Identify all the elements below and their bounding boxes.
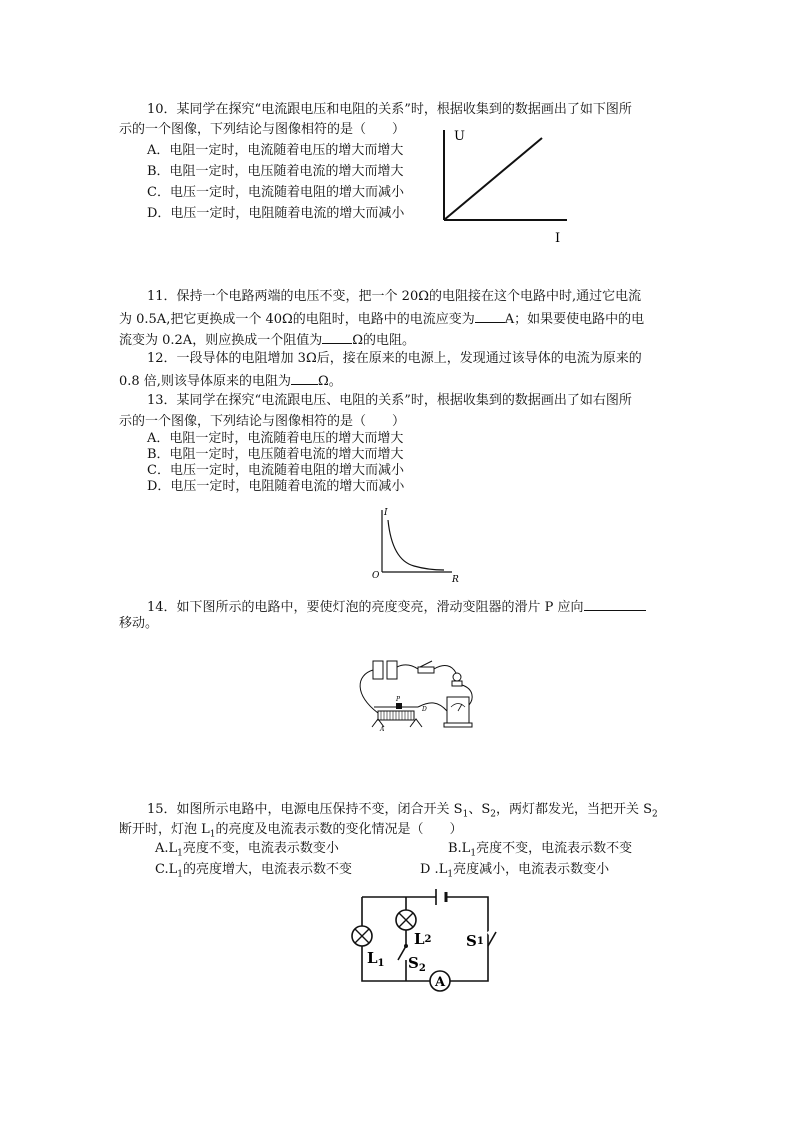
switch-s2-label: $S_2$ — [408, 954, 426, 974]
ammeter-icon — [447, 697, 469, 723]
q10-stem-line1: 10．某同学在探究“电流跟电压和电阻的关系”时，根据收集到的数据画出了如下图所 — [147, 102, 632, 117]
q13-option-b: B．电阻一定时，电压随着电流的增大而增大 — [147, 447, 404, 462]
q15-option-a — [155, 841, 339, 857]
q10-y-label: U — [454, 129, 465, 144]
q15-text-2a: 断开时，灯泡 L — [119, 822, 210, 837]
ammeter-needle-icon — [458, 704, 462, 711]
battery-left-icon — [373, 661, 383, 679]
q14-stem-line2: 移动。 — [119, 616, 159, 631]
switch-blade-icon — [420, 661, 432, 667]
q15-text-1c: ，两灯都发光，当把开关 S — [495, 802, 653, 817]
q15-text-1a: 15．如图所示电路中，电源电压保持不变，闭合开关 S — [147, 802, 463, 817]
q15-option-d — [420, 862, 609, 878]
q15-opt-d-sub: 1 — [447, 869, 454, 880]
q10-option-b: B．电阻一定时，电压随着电流的增大而增大 — [147, 164, 404, 179]
slider-p-label: P — [396, 696, 401, 703]
q13-inverse-curve — [388, 520, 444, 570]
q13-stem-line1: 13．某同学在探究“电流跟电压、电阻的关系”时，根据收集到的数据画出了如右图所 — [147, 393, 632, 408]
q15-opt-a-2: 亮度不变，电流表示数变小 — [182, 841, 339, 856]
q15-opt-a-sub: 1 — [177, 848, 183, 859]
wire-4 — [462, 685, 472, 705]
wire-3 — [434, 666, 456, 673]
q12-stem-line2 — [119, 372, 342, 390]
q10-option-d: D．电压一定时，电阻随着电流的增大而减小 — [147, 206, 405, 221]
wire-2 — [397, 665, 418, 669]
q13-x-label: R — [452, 575, 459, 584]
q13-ir-graph — [368, 506, 464, 584]
q12-blank-resistance[interactable] — [291, 372, 318, 385]
q14-stem-line1 — [147, 598, 646, 616]
rheostat-slider-icon[interactable] — [396, 703, 402, 709]
q13-option-c: C．电压一定时，电流随着电阻的增大而减小 — [147, 463, 404, 478]
lamp-l2-cross-icon — [399, 913, 413, 927]
q14-circuit-figure — [350, 655, 482, 735]
q10-option-a: A．电阻一定时，电流随着电压的增大而增大 — [147, 143, 404, 158]
knife-switch-icon — [418, 667, 434, 673]
switch-s1-gap — [488, 926, 498, 934]
q13-stem-line2: 示的一个图像，下列结论与图像相符的是（ ） — [119, 414, 406, 429]
ammeter-label: A — [435, 975, 446, 990]
q15-opt-d-1: D .L — [420, 862, 448, 877]
q10-x-label: I — [555, 231, 561, 246]
q12-text-2b: Ω。 — [317, 374, 342, 389]
q15-opt-a-1: A.L — [155, 841, 178, 856]
q15-opt-c-sub: 1 — [177, 869, 183, 880]
q11-blank-resistance[interactable] — [322, 331, 352, 344]
terminal-d-label: D — [422, 706, 427, 713]
q15-option-b — [448, 841, 632, 857]
q15-circuit-diagram — [340, 888, 500, 998]
q13-y-label: I — [384, 508, 388, 518]
lamp-l2-label: L2 — [414, 930, 432, 948]
bulb-icon — [453, 673, 461, 681]
q15-text-1b: 、S — [468, 802, 491, 817]
q15-sub-l1: 1 — [209, 829, 216, 840]
q15-stem-line2 — [119, 822, 463, 838]
q14-text-1: 14．如下图所示的电路中，要使灯泡的亮度变亮，滑动变阻器的滑片 P 应向 — [147, 600, 584, 615]
q10-stem-line2: 示的一个图像，下列结论与图像相符的是（ ） — [119, 122, 406, 137]
q12-stem-line1: 12．一段导体的电阻增加 3Ω后，接在原来的电源上，发现通过该导体的电流为原来的 — [147, 351, 642, 366]
q15-text-2b: 的亮度及电流表示数的变化情况是（ ） — [215, 822, 463, 837]
q10-option-c: C．电压一定时，电流随着电阻的增大而减小 — [147, 185, 404, 200]
q11-text-3a: 流变为 0.2A，则应换成一个阻值为 — [119, 333, 323, 348]
q15-stem-line1 — [147, 802, 658, 818]
q10-ui-graph — [432, 124, 572, 246]
q13-option-a: A．电阻一定时，电流随着电压的增大而增大 — [147, 431, 404, 446]
q14-blank-direction[interactable] — [584, 598, 646, 611]
q15-opt-b-2: 亮度不变，电流表示数不变 — [476, 841, 633, 856]
q15-opt-c-2: 的亮度增大，电流表示数不变 — [182, 862, 352, 877]
q11-stem-line1: 11．保持一个电路两端的电压不变，把一个 20Ω的电阻接在这个电路中时,通过它电流 — [147, 289, 642, 304]
q11-stem-line3 — [119, 331, 415, 349]
ammeter-scale-icon — [451, 704, 465, 708]
lamp-l1-cross-icon — [355, 929, 369, 943]
q13-option-d: D．电压一定时，电阻随着电流的增大而减小 — [147, 479, 405, 494]
q15-sub-s2b: 2 — [652, 809, 658, 820]
q11-text-2b: A；如果要使电路中的电 — [504, 312, 645, 327]
q13-origin-label: O — [372, 571, 380, 581]
lamp-l1-label: $L_1$ — [367, 949, 385, 969]
ammeter-base-icon — [444, 723, 472, 727]
bulb-holder-icon — [452, 681, 462, 686]
switch-s2-blade[interactable] — [398, 946, 406, 960]
q11-text-3b: Ω的电阻。 — [352, 333, 415, 348]
q15-opt-b-sub: 1 — [470, 848, 477, 859]
rheostat-windings-icon — [381, 711, 411, 720]
q15-opt-b-1: B.L — [448, 841, 471, 856]
q15-sub-s2: 2 — [490, 809, 496, 820]
q15-option-c — [155, 862, 352, 878]
battery-right-icon — [387, 661, 397, 679]
q11-stem-line2 — [119, 310, 644, 328]
q15-opt-c-1: C.L — [155, 862, 178, 877]
q11-text-2a: 为 0.5A,把它更换成一个 40Ω的电阻时，电路中的电流应变为 — [119, 312, 475, 327]
q12-text-2a: 0.8 倍,则该导体原来的电阻为 — [119, 374, 291, 389]
q15-sub-s1: 1 — [462, 809, 469, 820]
q10-proportional-line — [444, 138, 542, 220]
terminal-a-label: A — [380, 726, 385, 733]
switch-s1-label: S1 — [466, 932, 484, 950]
q15-opt-d-2: 亮度减小，电流表示数变小 — [453, 862, 610, 877]
q11-blank-current[interactable] — [475, 310, 505, 323]
